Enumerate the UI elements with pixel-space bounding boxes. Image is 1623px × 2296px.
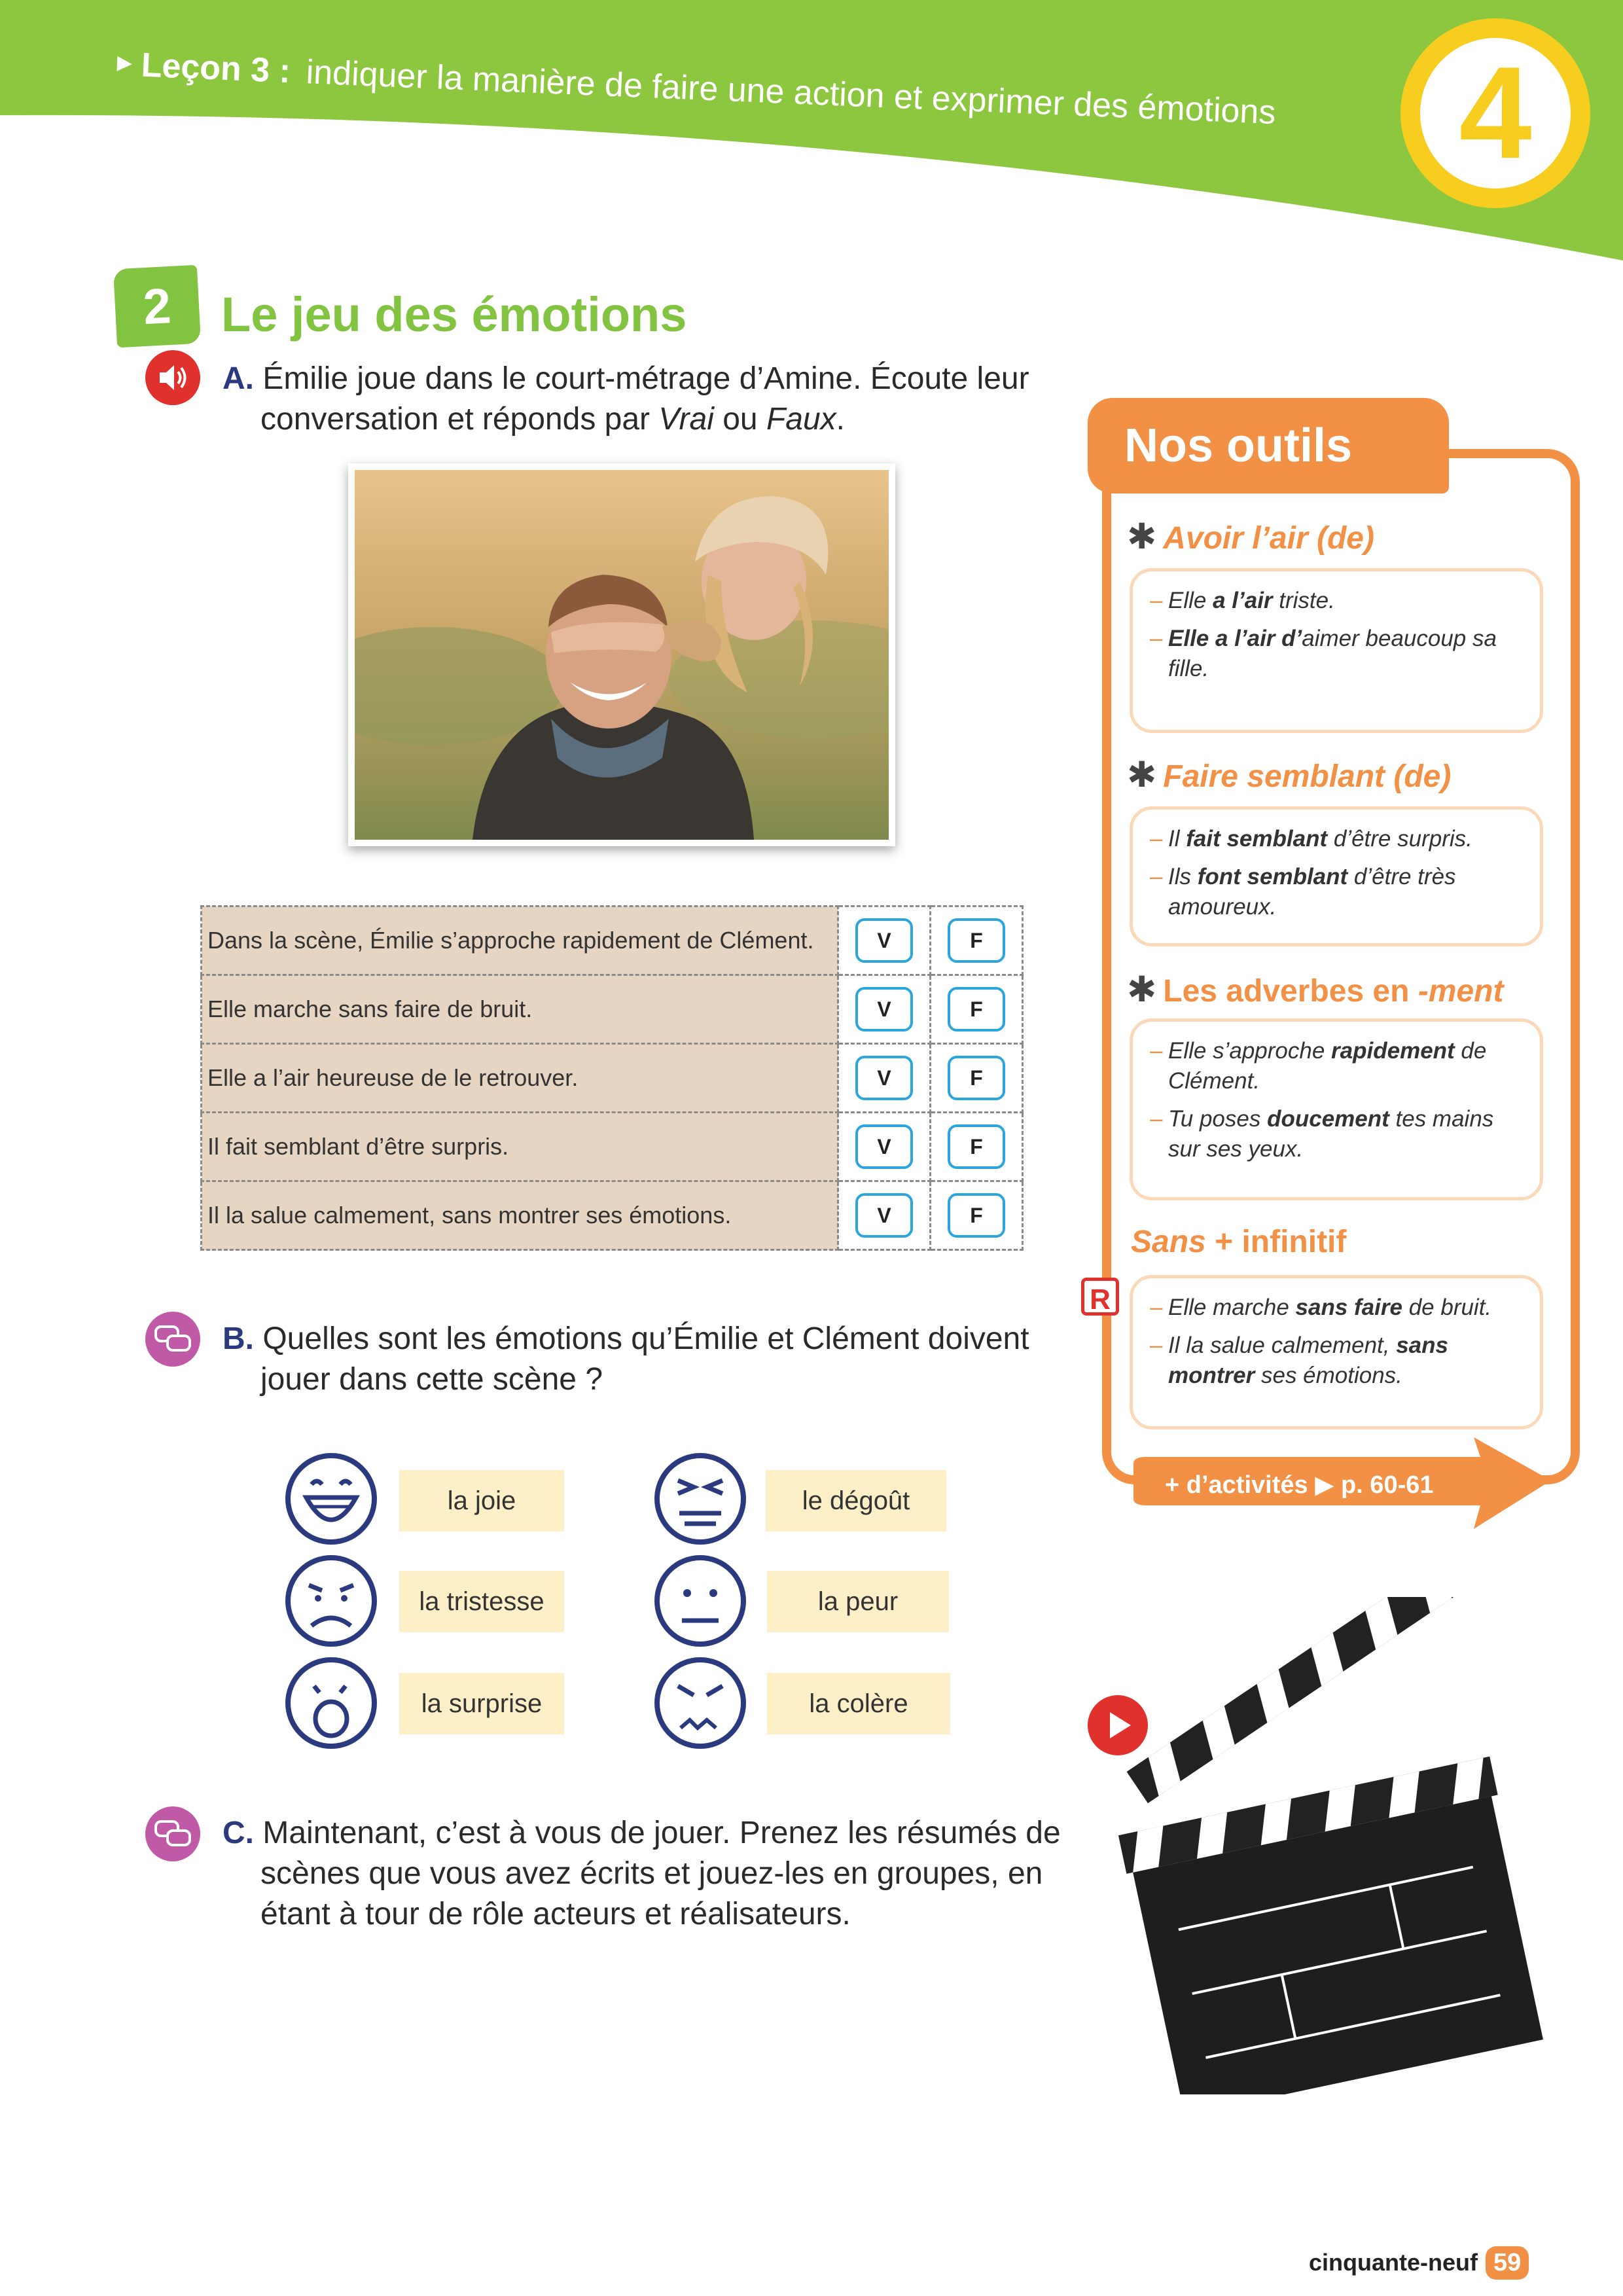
page-number-words: cinquante-neuf	[1309, 2249, 1478, 2276]
more-activities-link[interactable]	[1165, 1470, 1434, 1499]
example-text: d’être surpris.	[1327, 826, 1472, 852]
example-key: rapidement	[1331, 1038, 1455, 1064]
page-number: 59	[1486, 2246, 1529, 2280]
question-c-line2: scènes que vous avez écrits et jouez-les en groupes, en	[260, 1856, 1043, 1891]
statement: Elle marche sans faire de bruit.	[202, 975, 838, 1044]
unit-number: 4	[1459, 40, 1532, 186]
table-row	[202, 1113, 1023, 1181]
example-text: aimer beaucoup sa fille.	[1168, 626, 1497, 681]
example-text: Il la salue calmement,	[1168, 1333, 1397, 1358]
tool-heading-avoir-lair	[1127, 516, 1374, 557]
table-row	[202, 906, 1023, 975]
chat-bubbles-icon	[145, 1806, 200, 1861]
page-footer	[1309, 2246, 1529, 2280]
example-text: de bruit.	[1402, 1295, 1492, 1320]
word-ou: ou	[722, 402, 758, 437]
table-row	[202, 975, 1023, 1044]
vrai-button[interactable]: V	[855, 1193, 913, 1238]
vrai-button[interactable]: V	[855, 1124, 913, 1169]
tool-heading-faire-semblant	[1127, 754, 1451, 795]
statement: Il fait semblant d’être surpris.	[202, 1113, 838, 1181]
statement: Il la salue calmement, sans montrer ses émotions.	[202, 1181, 838, 1250]
tool-heading-text: Les adverbes en	[1163, 974, 1418, 1009]
question-a	[223, 359, 1080, 440]
sad-face-icon	[283, 1552, 380, 1649]
tool-heading-suffix: -ment	[1418, 974, 1504, 1009]
tool-heading-sans-infinitif	[1131, 1224, 1346, 1260]
example-key: a l’air	[1213, 588, 1273, 613]
question-a-line2: conversation et réponds par	[260, 402, 651, 437]
example-text: Ils	[1168, 864, 1198, 889]
example-key: font semblant	[1197, 864, 1348, 889]
question-b-line1: Quelles sont les émotions qu’Émilie et Clément doivent	[262, 1321, 1029, 1356]
tool-box-sans-infinitif: – Elle marche sans faire de bruit. – Il la salue calmement, sans montrer ses émotions.	[1130, 1275, 1543, 1429]
speaker-icon[interactable]	[145, 350, 200, 405]
example-key: doucement	[1267, 1106, 1389, 1132]
example-text: Elle	[1168, 588, 1213, 613]
question-c	[223, 1813, 1093, 1935]
table-row	[202, 1181, 1023, 1250]
triangle-bullet-icon: ▶	[116, 51, 133, 74]
example-key: fait semblant	[1186, 826, 1328, 852]
tool-heading-text: + infinitif	[1205, 1225, 1347, 1259]
faux-button[interactable]: F	[948, 1056, 1005, 1100]
question-a-label: A.	[223, 361, 254, 396]
question-c-label: C.	[223, 1816, 254, 1850]
question-c-line3: étant à tour de rôle acteurs et réalisateurs.	[260, 1897, 851, 1931]
word-vrai: Vrai	[658, 402, 714, 437]
joy-face-icon	[283, 1450, 380, 1547]
vrai-button[interactable]: V	[855, 1056, 913, 1100]
example-key: Elle a l’air d’	[1168, 626, 1302, 651]
vrai-button[interactable]: V	[855, 918, 913, 963]
example-text: de Clément.	[1168, 1038, 1487, 1094]
section-number: 2	[113, 265, 201, 348]
question-a-line1: Émilie joue dans le court-métrage d’Amine. Écoute leur	[262, 361, 1029, 396]
tool-box-faire-semblant: – Il fait semblant d’être surpris. – Ils font semblant d’être très amoureux.	[1130, 806, 1543, 946]
tool-box-adverbes: – Elle s’approche rapidement de Clément. – Tu poses doucement tes mains sur ses yeux.	[1130, 1018, 1543, 1200]
example-text: triste.	[1272, 588, 1335, 613]
faux-button[interactable]: F	[948, 918, 1005, 963]
example-text: Il	[1168, 826, 1186, 852]
section-title: Le jeu des émotions	[221, 287, 687, 342]
statement: Elle a l’air heureuse de le retrouver.	[202, 1044, 838, 1113]
emotion-joie: la joie	[399, 1470, 564, 1532]
period: .	[836, 402, 846, 437]
tool-heading-text: Faire semblant (de)	[1163, 759, 1452, 794]
emotion-surprise: la surprise	[399, 1673, 564, 1734]
question-c-line1: Maintenant, c’est à vous de jouer. Prenez les résumés de	[262, 1816, 1061, 1850]
emotion-colere: la colère	[767, 1673, 950, 1734]
anger-face-icon	[652, 1655, 749, 1751]
asterisk-icon: ✱	[1127, 517, 1157, 556]
emotion-degout: le dégoût	[766, 1470, 946, 1532]
tool-heading-sans: Sans	[1131, 1225, 1206, 1259]
photo-couple	[355, 470, 889, 840]
emotion-tristesse: la tristesse	[399, 1571, 564, 1632]
example-key: sans faire	[1295, 1295, 1402, 1320]
example-key: sans montrer	[1168, 1333, 1448, 1388]
question-b-label: B.	[223, 1321, 254, 1356]
question-b	[223, 1319, 1080, 1400]
asterisk-icon: ✱	[1127, 755, 1157, 795]
tool-heading-text: Avoir l’air (de)	[1163, 521, 1374, 556]
clapperboard-illustration	[1086, 1597, 1571, 2094]
example-text: Elle marche	[1168, 1295, 1296, 1320]
faux-button[interactable]: F	[948, 1193, 1005, 1238]
triangle-arrow-icon: ▶	[1315, 1471, 1334, 1499]
example-text: d’être très amoureux.	[1168, 864, 1456, 920]
true-false-table	[200, 905, 1024, 1251]
tool-box-avoir-lair: – Elle a l’air triste. – Elle a l’air d’aimer beaucoup sa fille.	[1130, 568, 1543, 733]
asterisk-icon: ✱	[1127, 970, 1157, 1009]
example-text: Tu poses	[1168, 1106, 1268, 1132]
example-text: tes mains sur ses yeux.	[1168, 1106, 1494, 1162]
tool-heading-adverbes	[1127, 969, 1503, 1010]
couple-photo	[348, 463, 895, 846]
more-activities-text: + d’activités	[1165, 1471, 1308, 1499]
emotion-peur: la peur	[767, 1571, 949, 1632]
fear-face-icon	[652, 1552, 749, 1649]
faux-button[interactable]: F	[948, 1124, 1005, 1169]
outils-title: Nos outils	[1124, 420, 1353, 472]
question-b-line2: jouer dans cette scène ?	[260, 1362, 603, 1397]
faux-button[interactable]: F	[948, 987, 1005, 1031]
unit-badge	[1400, 18, 1590, 208]
surprise-face-icon	[283, 1655, 380, 1751]
disgust-face-icon	[652, 1450, 749, 1547]
example-text: Elle s’approche	[1168, 1038, 1332, 1064]
more-activities-pages: p. 60-61	[1340, 1471, 1434, 1499]
lesson-objective: indiquer la manière de faire une action et exprimer des émotions	[305, 53, 1277, 132]
play-video-icon[interactable]	[1088, 1695, 1148, 1755]
example-text: ses émotions.	[1255, 1363, 1402, 1388]
word-faux: Faux	[766, 402, 836, 437]
lesson-label: Leçon 3 :	[140, 46, 292, 91]
table-row	[202, 1044, 1023, 1113]
header-banner	[0, 0, 1623, 275]
chat-bubbles-icon	[145, 1312, 200, 1367]
statement: Dans la scène, Émilie s’approche rapidement de Clément.	[202, 906, 838, 975]
vrai-button[interactable]: V	[855, 987, 913, 1031]
r-badge: R	[1081, 1278, 1119, 1316]
